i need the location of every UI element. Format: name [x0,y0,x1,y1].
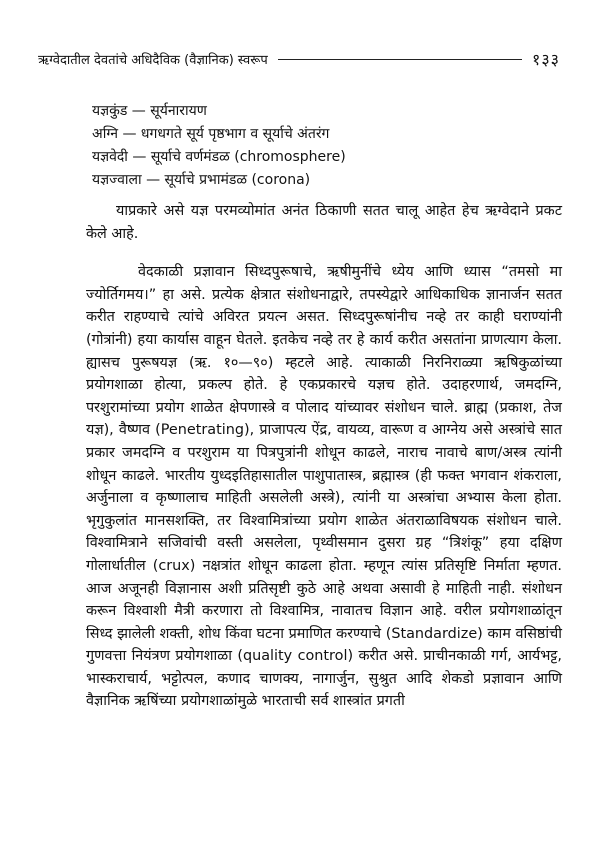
definition-list [92,100,346,192]
body-text [86,200,562,713]
running-header [38,48,560,70]
paragraph: वेदकाळी प्रज्ञावान सिध्दपुरूषाचे, ऋषीमुनींचे ध्येय आणि ध्यास “तमसो मा ज्योर्तिगमय।” हा असे. प्रत्येक क्षेत्रात संशोधनाद्वारे, तपस्येद्वारे आधिकाधिक ज्ञानार्जन सतत करीत राहण्याचे त्यांचे अविरत प्रयत्न असत. सिध्दपुरूषांनीच नव्हे तर काही घराण्यांनी (गोत्रांनी) हया कार्यास वाहून घेतले. इतकेच नव्हे तर हे कार्य करीत असतांना प्राणत्याग केला. ह्यासच पुरूषयज्ञ (ऋ. १०—९०) म्हटले आहे. त्याकाळी निरनिराळ्या ऋषिकुळांच्या प्रयोगशाळा होत्या, प्रकल्प होते. हे एकप्रकारचे यज्ञच होते. उदाहरणार्थ, जमदग्नि, परशुरामांच्या प्रयोग शाळेत क्षेपणास्त्रे व पोलाद यांच्यावर संशोधन चाले. ब्राह्म (प्रकाश, तेज यज्ञ), वैष्णव (Penetrating), प्राजापत्य ऐंद्र, वायव्य, वारूण व आग्नेय असे अस्त्रांचे सात प्रकार जमदग्नि व परशुराम या पित्रपुत्रांनी शोधून काढले, नाराच नावाचे बाण/अस्त्र त्यांनी शोधून काढले. भारतीय युध्दइतिहासातील पाशुपातास्त्र, ब्रह्मास्त्र (ही फक्त भगवान शंकराला, अर्जुनाला व कृष्णालाच माहिती असलेली अस्त्रे), त्यांनी या अस्त्रांचा अभ्यास केला होता. भृगुकुलांत मानसशक्ति, तर विश्वामित्रांच्या प्रयोग शाळेत अंतराळाविषयक संशोधन चाले. विश्वामित्राने सजिवांची वस्ती असलेला, पृथ्वीसमान दुसरा ग्रह “त्रिशंकू” हया दक्षिण गोलार्धातील (crux) नक्षत्रांत शोधून काढला होता. म्हणून त्यांस प्रतिसृष्टि निर्माता म्हणत. आज अजूनही विज्ञानास अशी प्रतिसृष्टी कुठे आहे अथवा असावी हे माहिती नाही. संशोधन करून विश्वाशी मैत्री करणारा तो विश्वामित्र, नावातच विज्ञान आहे. वरील प्रयोगशाळांतून सिध्द झालेली शक्ती, शोध किंवा घटना प्रमाणित करण्याचे (Standardize) काम वसिष्ठांची गुणवत्ता नियंत्रण प्रयोगशाळा (quality control) करीत असे. प्राचीनकाळी गर्ग, आर्यभट्ट, भास्कराचार्य, भट्टोत्पल, कणाद चाणक्य, नागार्जुन, सुश्रुत आदि शेकडो प्रज्ञावान आणि वैज्ञानिक ऋषिंच्या प्रयोगशाळांमुळे भारताची सर्व शास्त्रांत प्रगती [86,264,562,710]
definition-item: यज्ञवेदी — सूर्याचे वर्णमंडळ (chromosphere) [92,149,346,165]
page-number: १३३ [532,50,560,69]
running-title: ऋग्वेदातील देवतांचे अधिदैविक (वैज्ञानिक) स्वरूप [38,53,268,68]
definition-item: यज्ञज्वाला — सूर्याचे प्रभामंडळ (corona) [92,172,311,188]
header-rule [278,59,522,60]
definition-item: यज्ञकुंड — सूर्यनारायण [92,103,207,119]
paragraph: याप्रकारे असे यज्ञ परमव्योमांत अनंत ठिकाणी सतत चालू आहेत हेच ऋग्वेदाने प्रकट केले आहे. [86,203,562,242]
definition-item: अग्नि — धगधगते सूर्य पृष्ठभाग व सूर्याचे अंतरंग [92,126,330,142]
